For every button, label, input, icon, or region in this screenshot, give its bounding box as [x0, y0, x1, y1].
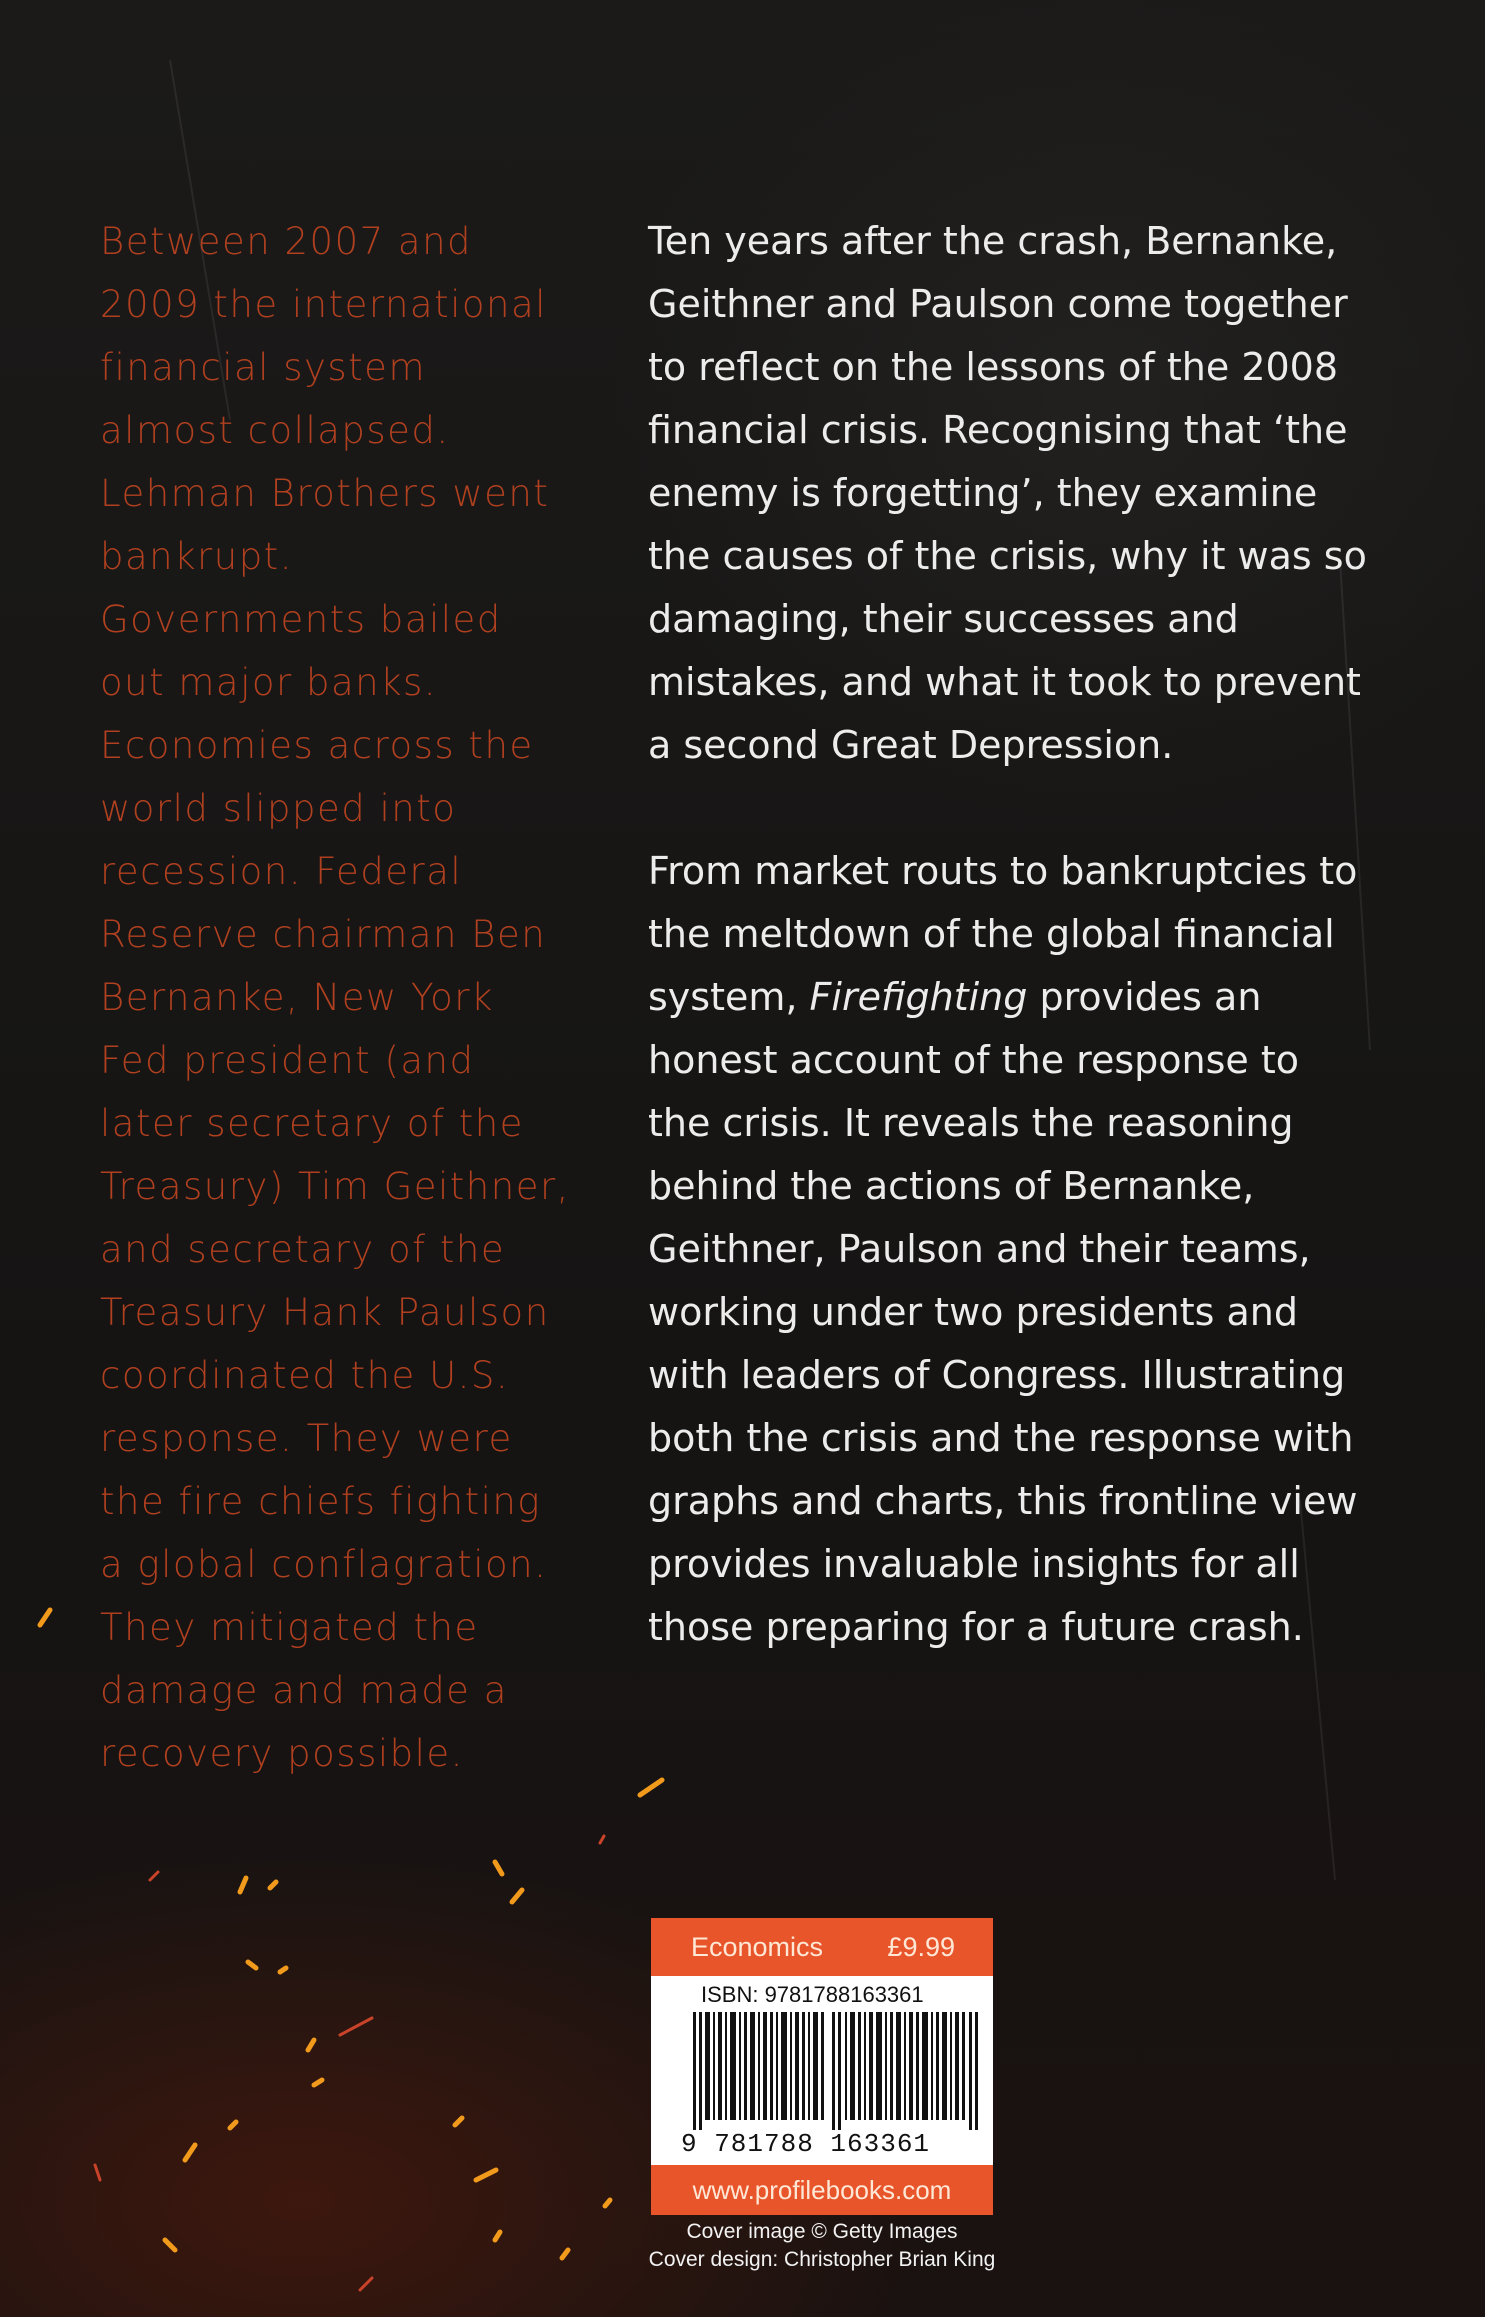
- ean-digits: 9 781788 163361: [681, 2129, 931, 2159]
- publisher-url: www.profilebooks.com: [651, 2165, 993, 2215]
- price-label: £9.99: [887, 1932, 955, 1962]
- isbn-text: ISBN: 9781788163361: [701, 1982, 924, 2007]
- description-paragraph-1: Ten years after the crash, Bernanke, Geithner and Paulson come together to reflect on the lessons of the 2008 financial crisis. Recognising that ‘the enemy is forgetting’, they examine the causes of the crisis, why it was so damaging, their successes and mistakes, and what it took to prevent a second Great Depression.: [648, 219, 1367, 767]
- category-price-bar: [651, 1918, 993, 1976]
- summary-text-left: Between 2007 and 2009 the international financial system almost collapsed. Lehman Brothers went bankrupt. Governments bailed out major banks. Economies across the world slipped into recession. Federal Reserve chairman Ben Bernanke, New York Fed president (and later secretary of the Treasury) Tim Geithner, and secretary of the Treasury Hank Paulson coordinated the U.S. response. They were the fire chiefs fighting a global conflagration. They mitigated the damage and made a recovery possible.: [100, 220, 570, 1775]
- category-label: Economics: [691, 1932, 824, 1962]
- barcode-graphic: [693, 2012, 978, 2130]
- description-paragraph-2: [648, 840, 1368, 1659]
- barcode-label: [651, 1918, 993, 2215]
- book-title-italic: Firefighting: [809, 975, 1028, 1019]
- paragraph-2-intro: From market routs to bankruptcies to the meltdown of the global financial system,: [648, 849, 1358, 1019]
- description-text-right: [648, 210, 1368, 1659]
- cover-credits: [600, 2218, 1044, 2274]
- cover-design-credit: Cover design: Christopher Brian King: [648, 2248, 996, 2271]
- cover-image-credit: Cover image © Getty Images: [686, 2220, 958, 2243]
- paragraph-2-body: provides an honest account of the response to the crisis. It reveals the reasoning behind the actions of Bernanke, Geithner, Paulson and their teams, working under two presidents and with leaders of Congress. Illustrating both the crisis and the response with graphs and charts, this frontline view provides invaluable insights for all those preparing for a future crash.: [648, 975, 1358, 1649]
